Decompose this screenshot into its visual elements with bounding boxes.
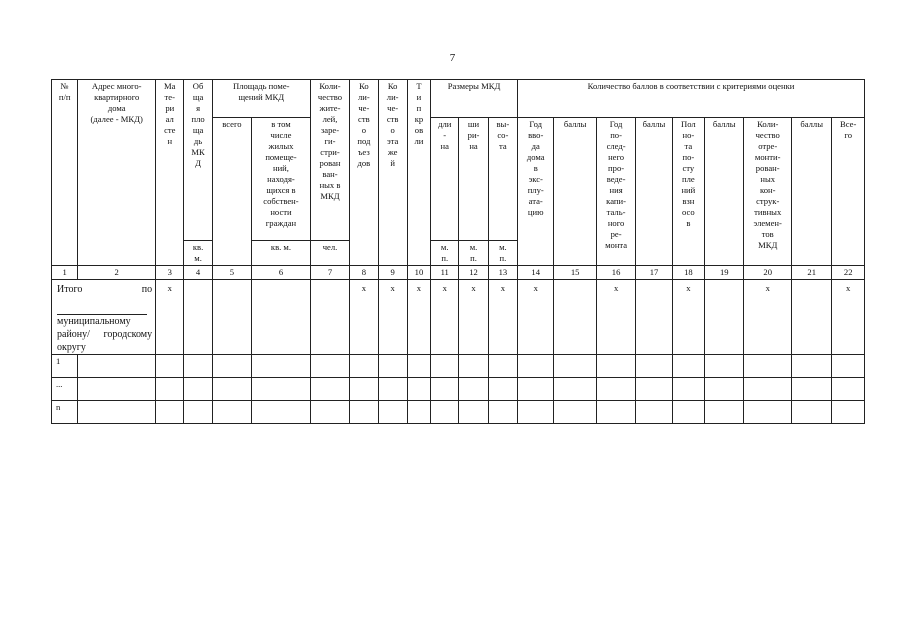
table-cell bbox=[459, 355, 488, 378]
table-cell bbox=[832, 355, 865, 378]
table-cell bbox=[744, 355, 792, 378]
header-points-15: баллы bbox=[554, 118, 596, 266]
column-number: 12 bbox=[459, 266, 488, 280]
table-cell bbox=[350, 401, 378, 424]
table-cell bbox=[184, 378, 212, 401]
table-cell bbox=[672, 401, 704, 424]
total-label-rest: муниципальному району/ городскому округу bbox=[57, 316, 153, 353]
table-cell bbox=[672, 378, 704, 401]
header-points-17: баллы bbox=[636, 118, 672, 266]
unit-residents: чел. bbox=[310, 241, 349, 266]
table-cell bbox=[488, 401, 517, 424]
total-cell bbox=[212, 280, 251, 355]
total-cell: x bbox=[431, 280, 459, 355]
total-cell bbox=[184, 280, 212, 355]
header-completeness: Пол но- та по- сту пле ний взн осо в bbox=[672, 118, 704, 266]
column-number: 13 bbox=[488, 266, 517, 280]
column-number: 2 bbox=[78, 266, 156, 280]
table-cell bbox=[252, 355, 311, 378]
header-repaired-elements: Коли- чество отре- монти- рован- ных кон- струк- тивных элемен- тов МКД bbox=[744, 118, 792, 266]
unit-width: м. п. bbox=[459, 241, 488, 266]
header-total-area: Об ща я пло ща дь МК Д bbox=[184, 80, 212, 241]
table-cell bbox=[431, 401, 459, 424]
table-cell bbox=[212, 355, 251, 378]
column-number: 19 bbox=[705, 266, 744, 280]
column-number: 14 bbox=[518, 266, 554, 280]
table-row bbox=[52, 378, 865, 401]
header-points-19: баллы bbox=[705, 118, 744, 266]
total-cell: x bbox=[832, 280, 865, 355]
total-row-label bbox=[52, 280, 156, 355]
total-cell bbox=[252, 280, 311, 355]
table-cell bbox=[459, 401, 488, 424]
table-cell bbox=[791, 378, 831, 401]
table-cell bbox=[78, 355, 156, 378]
column-number: 8 bbox=[350, 266, 378, 280]
total-cell: x bbox=[518, 280, 554, 355]
header-material: Ма те- ри ал сте н bbox=[156, 80, 184, 266]
row-num: 1 bbox=[52, 355, 78, 378]
page-number: 7 bbox=[449, 52, 456, 64]
total-cell bbox=[554, 280, 596, 355]
table-cell bbox=[488, 378, 517, 401]
table-cell bbox=[156, 378, 184, 401]
table-row bbox=[52, 401, 865, 424]
table-cell bbox=[832, 401, 865, 424]
table-cell bbox=[378, 355, 407, 378]
column-numbers-row bbox=[52, 266, 865, 280]
table-cell bbox=[596, 355, 635, 378]
table-cell bbox=[744, 378, 792, 401]
table-cell bbox=[554, 378, 596, 401]
column-number: 15 bbox=[554, 266, 596, 280]
column-number: 3 bbox=[156, 266, 184, 280]
header-year-commissioned: Год вво- да дома в экс- плу- ата- цию bbox=[518, 118, 554, 266]
header-floors: Ко ли- че- ств о эта же й bbox=[378, 80, 407, 266]
total-row bbox=[52, 280, 865, 355]
total-cell bbox=[705, 280, 744, 355]
column-number: 11 bbox=[431, 266, 459, 280]
table-cell bbox=[156, 401, 184, 424]
column-number: 7 bbox=[310, 266, 349, 280]
table-cell bbox=[252, 378, 311, 401]
header-roof-type: Т и п кр ов ли bbox=[407, 80, 430, 266]
table-cell bbox=[350, 378, 378, 401]
table-cell bbox=[378, 378, 407, 401]
table-cell bbox=[636, 401, 672, 424]
table-cell bbox=[184, 355, 212, 378]
table-cell bbox=[407, 378, 430, 401]
header-height: вы- со- та bbox=[488, 118, 517, 241]
table-cell bbox=[407, 355, 430, 378]
header-total-points: Все- го bbox=[832, 118, 865, 266]
table-cell bbox=[518, 401, 554, 424]
table-cell bbox=[636, 378, 672, 401]
table-cell bbox=[636, 355, 672, 378]
table-cell bbox=[156, 355, 184, 378]
table-cell bbox=[488, 355, 517, 378]
unit-length: м. п. bbox=[431, 241, 459, 266]
unit-area-residential-owned: кв. м. bbox=[252, 241, 311, 266]
column-number: 5 bbox=[212, 266, 251, 280]
header-address: Адрес много- квартирного дома (далее - МКД) bbox=[78, 80, 156, 266]
column-number: 16 bbox=[596, 266, 635, 280]
row-num: n bbox=[52, 401, 78, 424]
table-cell bbox=[459, 378, 488, 401]
column-number: 20 bbox=[744, 266, 792, 280]
total-cell bbox=[791, 280, 831, 355]
table-cell bbox=[672, 355, 704, 378]
header-area-all: всего bbox=[212, 118, 251, 266]
table-cell bbox=[78, 401, 156, 424]
total-cell: x bbox=[378, 280, 407, 355]
unit-height: м. п. bbox=[488, 241, 517, 266]
table-cell bbox=[791, 401, 831, 424]
total-label-word1: Итого bbox=[57, 284, 83, 295]
table-cell bbox=[596, 378, 635, 401]
header-last-repair-year: Год по- след- него про- веде- ния капи- таль- ного ре- монта bbox=[596, 118, 635, 266]
table-cell bbox=[791, 355, 831, 378]
total-cell bbox=[636, 280, 672, 355]
table-cell bbox=[518, 378, 554, 401]
table-cell bbox=[310, 378, 349, 401]
total-cell: x bbox=[459, 280, 488, 355]
header-length: дли - на bbox=[431, 118, 459, 241]
table-cell bbox=[596, 401, 635, 424]
column-number: 18 bbox=[672, 266, 704, 280]
total-label-word2: по bbox=[141, 284, 153, 295]
column-number: 6 bbox=[252, 266, 311, 280]
column-number: 10 bbox=[407, 266, 430, 280]
total-label-underline bbox=[57, 300, 147, 315]
total-cell: x bbox=[407, 280, 430, 355]
total-cell: x bbox=[744, 280, 792, 355]
table-cell bbox=[705, 401, 744, 424]
total-cell: x bbox=[672, 280, 704, 355]
row-num: ... bbox=[52, 378, 78, 401]
table-cell bbox=[212, 401, 251, 424]
table-cell bbox=[378, 401, 407, 424]
header-scores-group: Количество баллов в соответствии с критериями оценки bbox=[518, 80, 865, 118]
table-cell bbox=[310, 401, 349, 424]
column-number: 1 bbox=[52, 266, 78, 280]
column-number: 4 bbox=[184, 266, 212, 280]
unit-total-area: кв. м. bbox=[184, 241, 212, 266]
table-row bbox=[52, 355, 865, 378]
table-cell bbox=[184, 401, 212, 424]
header-points-21: баллы bbox=[791, 118, 831, 266]
table-cell bbox=[350, 355, 378, 378]
table-cell bbox=[78, 378, 156, 401]
header-width: ши ри- на bbox=[459, 118, 488, 241]
column-number: 21 bbox=[791, 266, 831, 280]
header-num: № п/п bbox=[52, 80, 78, 266]
table-cell bbox=[832, 378, 865, 401]
total-cell: x bbox=[156, 280, 184, 355]
criteria-table bbox=[51, 79, 865, 424]
table-cell bbox=[554, 355, 596, 378]
total-cell: x bbox=[596, 280, 635, 355]
header-entrances: Ко ли- че- ств о под ъез дов bbox=[350, 80, 378, 266]
table-cell bbox=[310, 355, 349, 378]
table-cell bbox=[518, 355, 554, 378]
total-cell bbox=[310, 280, 349, 355]
header-residents: Коли- чество жите- лей, заре- ги- стри- рован ван- ных в МКД bbox=[310, 80, 349, 241]
table-cell bbox=[431, 355, 459, 378]
column-number: 9 bbox=[378, 266, 407, 280]
column-number: 17 bbox=[636, 266, 672, 280]
table-cell bbox=[705, 355, 744, 378]
header-sizes-group: Размеры МКД bbox=[431, 80, 518, 118]
table-cell bbox=[431, 378, 459, 401]
table-cell bbox=[212, 378, 251, 401]
header-area-residential-owned: в том числе жилых помеще- ний, находя- щихся в собствен- ности граждан bbox=[252, 118, 311, 241]
column-number: 22 bbox=[832, 266, 865, 280]
table-cell bbox=[705, 378, 744, 401]
header-area-group: Площадь поме- щений МКД bbox=[212, 80, 310, 118]
table-cell bbox=[744, 401, 792, 424]
table-cell bbox=[252, 401, 311, 424]
total-cell: x bbox=[350, 280, 378, 355]
table-cell bbox=[554, 401, 596, 424]
table-cell bbox=[407, 401, 430, 424]
total-cell: x bbox=[488, 280, 517, 355]
